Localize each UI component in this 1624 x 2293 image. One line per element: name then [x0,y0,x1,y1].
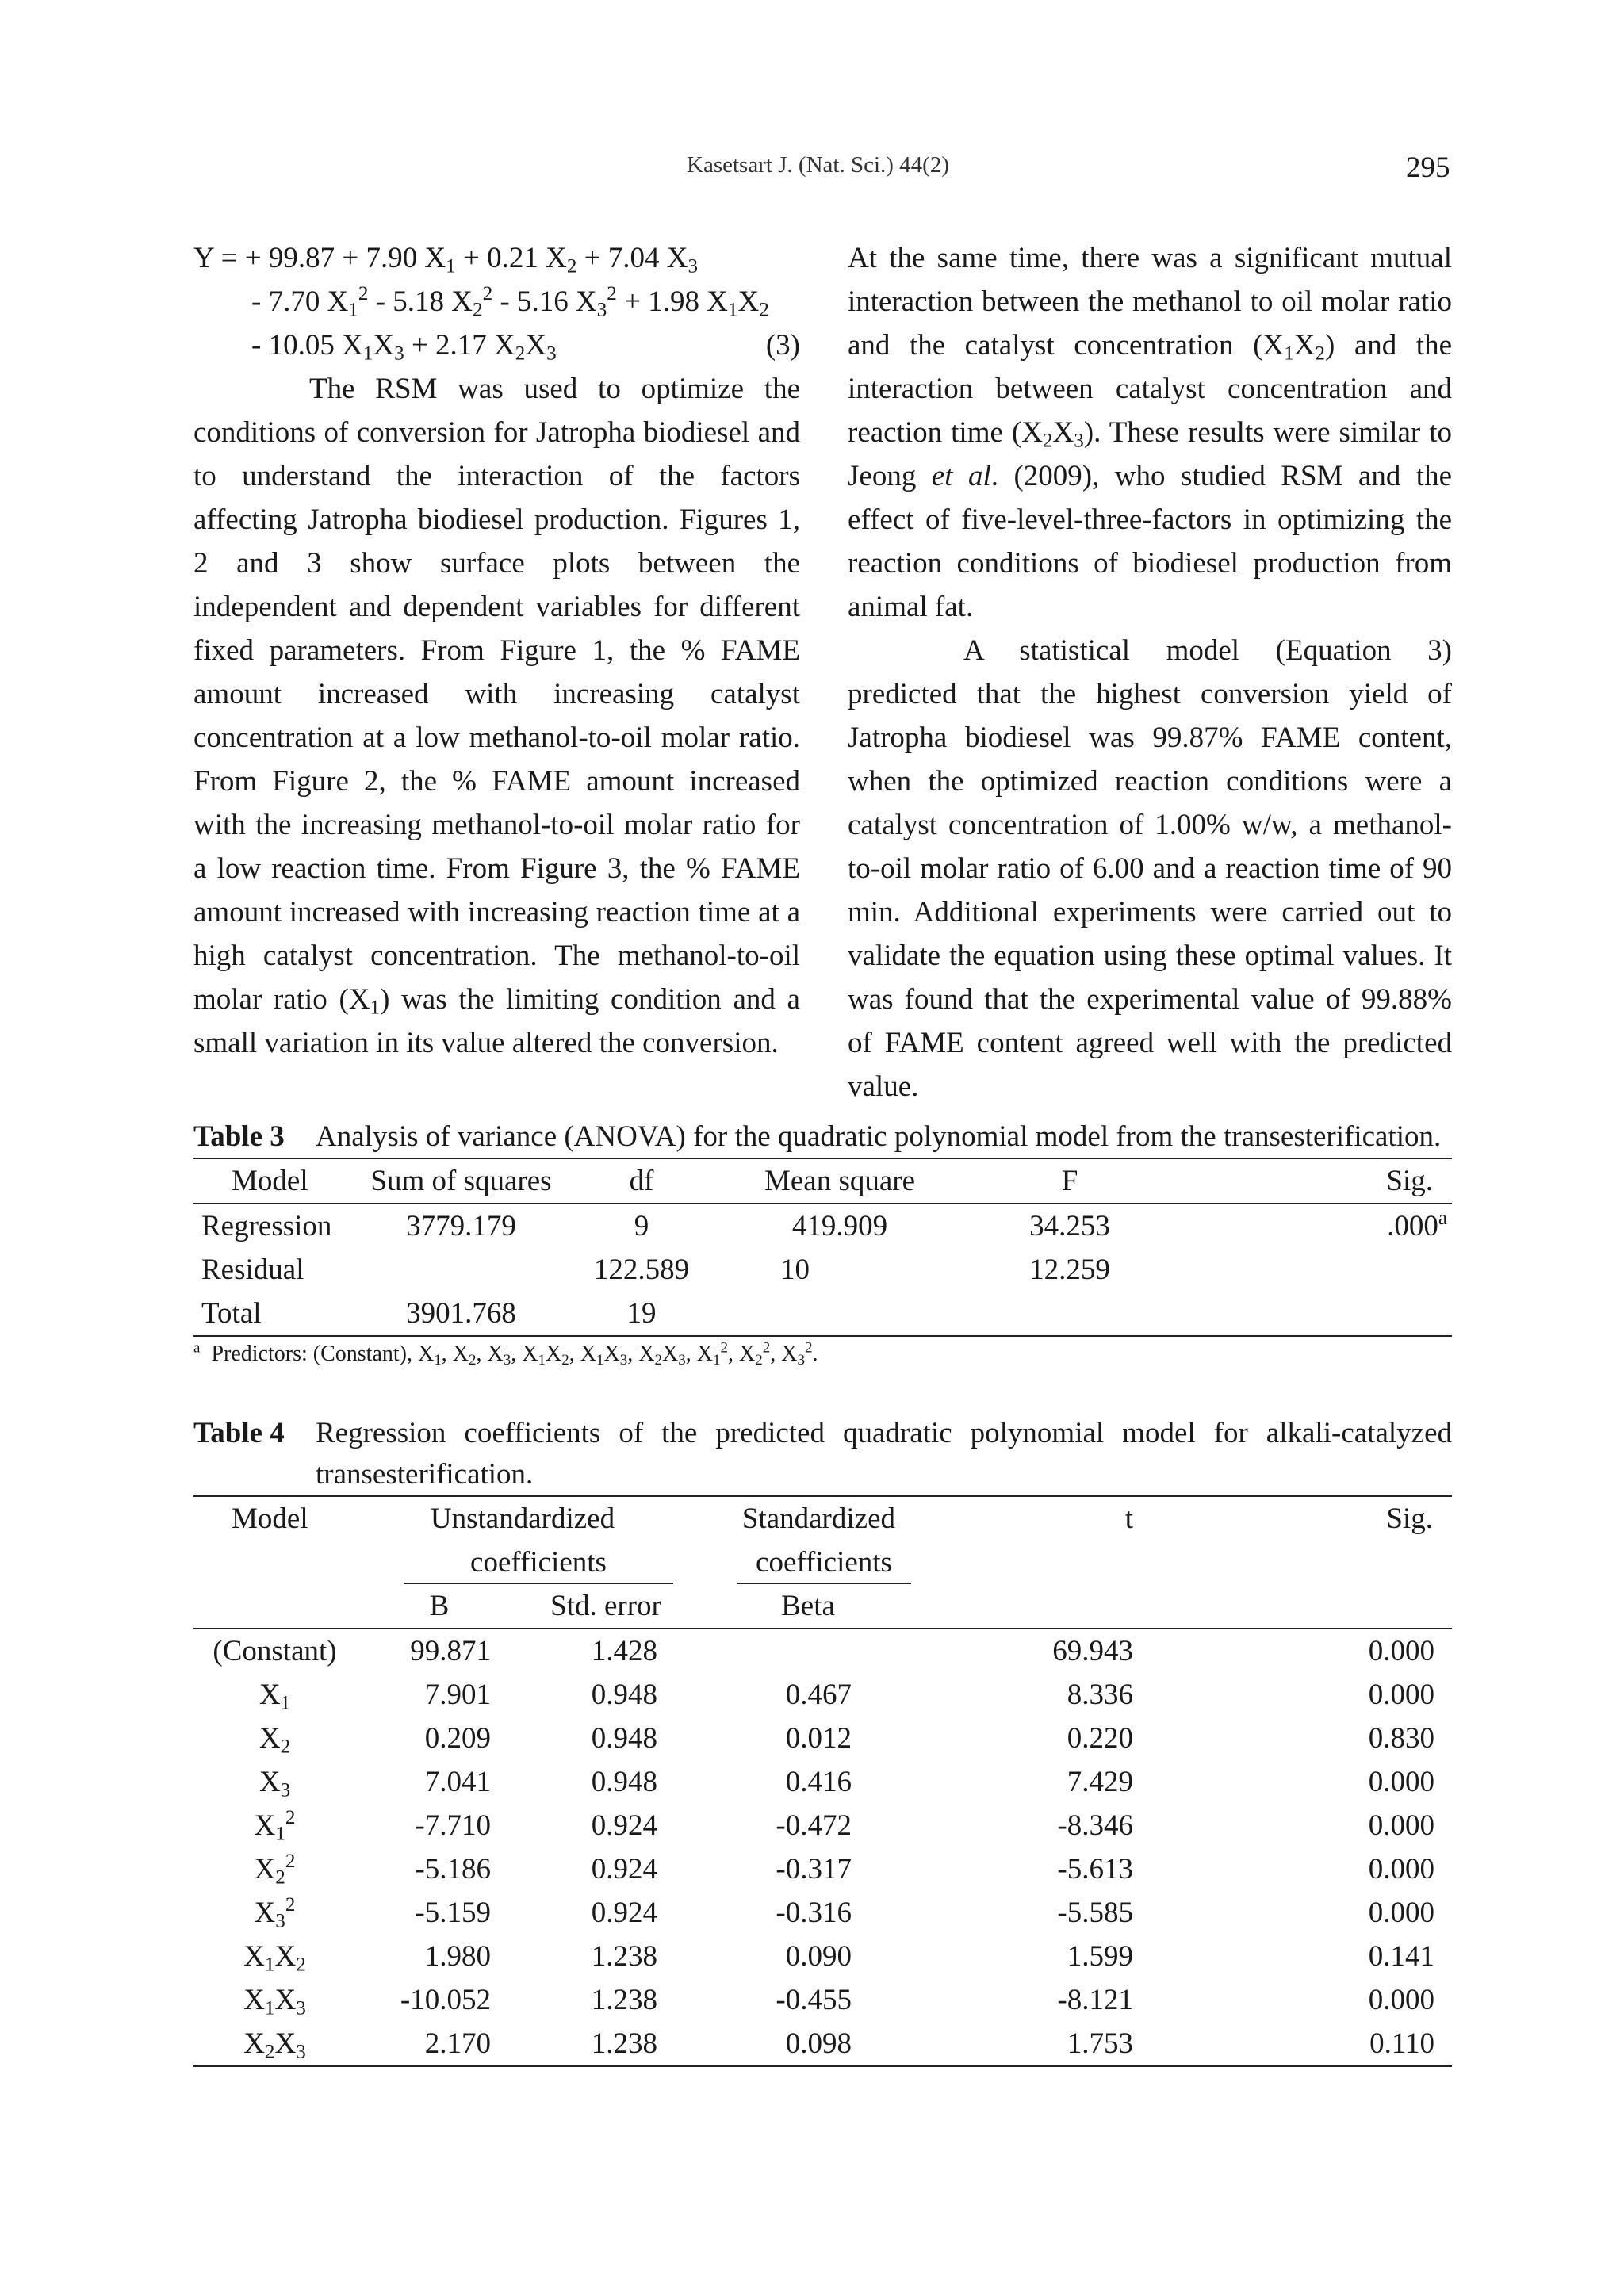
right-column [848,236,1452,1108]
left-paragraph-1: The RSM was used to optimize the conditions of conversion for Jatropha biodiesel and to understand the interaction of the factors affecting Jatropha biodiesel production. Figures 1, 2 and 3 show surface plots between the independent and dependent variables for different fixed parameters. From Figure 1, the % FAME amount increased with increasing catalyst concentration at a low methanol-to-oil molar ratio. From Figure 2, the % FAME amount increased with the increasing methanol-to-oil molar ratio for a low reaction time. From Figure 3, the % FAME amount increased with increasing reaction time at a high catalyst concentration. The methanol-to-oil molar ratio $(X_1)$ was the limiting condition and a small variation in its value altered the conversion. [193,373,800,1059]
table-row: $X_1X_3$ -10.052 1.238 -0.455 -8.121 0.000 [243,1984,1434,2019]
table-4-header-row-2: coefficients coefficients [193,1541,1452,1584]
table-4-header-se: Std. error [550,1590,661,1622]
right-paragraph-1: At the same time, there was a significant mutual interaction between the methanol to oil molar ratio and the catalyst concentration $(X_1X_2)$ and the interaction between catalyst concentration and reaction time $(X_2X_3)$. These results were similar to Jeong et al. (2009), who studied RSM and the effect of five-level-three-factors in optimizing the reaction conditions of biodiesel production from animal fat. [848,242,1452,623]
table-row: $X_3$ 7.041 0.948 0.416 7.429 0.000 [259,1766,1434,1801]
equation-number: (3) [765,329,800,362]
regression-table [193,1495,1452,2067]
table-4-header-model: Model [232,1503,308,1535]
table-row: (Constant) 99.871 1.428 69.943 0.000 [213,1635,1434,1667]
table-4-header-row-1 [193,1496,1452,1541]
right-paragraph-2: A statistical model (Equation 3) predicted that the highest conversion yield of Jatropha biodiesel was 99.87% FAME content, when the optimized reaction conditions were a catalyst concentration of 1.00% w/w, a methanol-to-oil molar ratio of 6.00 and a reaction time of 90 min. Additional experiments were carried out to validate the equation using these optimal values. It was found that the experimental value of 99.88% of FAME content agreed well with the predicted value. [848,634,1452,1103]
table-3-header-model: Model [232,1165,308,1197]
table-3 [193,1116,1452,1372]
table-4-header-sig: Sig. [1386,1503,1433,1535]
table-3-header-df: df [629,1165,654,1197]
table-4 [193,1413,1452,2067]
table-4-header-std: Standardized [741,1503,895,1535]
table-row: Regression 3779.179 9 419.909 34.253 .000$^a$ [201,1208,1447,1242]
table-4-header-unstd: Unstandardized [430,1503,615,1535]
equation-line-1: Y = + 99.87 + 7.90 $X_1 + 0.21$ $X_2 + 7.04$ $X_3$ [193,242,699,278]
table-4-caption: Table 4 Regression coefficients of the predicted quadratic polynomial model for alkali-catalyzed transesterification. [193,1417,1452,1491]
table-row: $X_1^2$ -7.710 0.924 -0.472 -8.346 0.000 [254,1807,1434,1845]
table-3-caption: Table 3 Analysis of variance (ANOVA) for the quadratic polynomial model from the transesterification. [193,1120,1442,1153]
table-3-header-f: F [1061,1165,1078,1197]
table-row: $X_1$ 7.901 0.948 0.467 8.336 0.000 [259,1679,1434,1714]
table-row: Total 3901.768 19 [193,1292,1452,1336]
table-3-header-sig: Sig. [1386,1165,1433,1197]
table-row: $X_3^2$ -5.159 0.924 -0.316 -5.585 0.000 [254,1894,1434,1932]
running-head: Kasetsart J. (Nat. Sci.) 44(2) [687,152,949,178]
table-row: $X_2^2$ -5.186 0.924 -0.317 -5.613 0.000 [254,1851,1434,1889]
table-3-footnote: $^a$ Predictors: (Constant), $X_1$, $X_2$, $X_3$, $X_1X_2$, $X_1X_3$, $X_2X_3$, $X_1^2$, $X_2^2$, $X_3^2$. [193,1339,818,1369]
table-4-header-b: B [429,1590,450,1622]
table-4-header-t: t [1124,1503,1133,1535]
table-row: $X_1X_2$ 1.980 1.238 0.090 1.599 0.141 [243,1940,1434,1976]
table-row: $X_2$ 0.209 0.948 0.012 0.220 0.830 [259,1722,1434,1758]
equation-line-2: - 7.70 $X_1^2 - 5.18$ $X_2^2 - 5.16$ $X_3^2 + 1.98$ $X_1X_2$ [251,283,769,321]
table-row: $X_2X_3$ 2.170 1.238 0.098 1.753 0.110 [193,2022,1452,2066]
table-4-header-row-3 [193,1584,1452,1629]
equation-line-3: - 10.05 $X_1X_3 + 2.17$ $X_2X_3$ (3) [193,323,800,367]
table-row: Residual 122.589 10 12.259 [201,1254,1110,1286]
left-column [193,236,800,1065]
table-4-header-beta: Beta [781,1590,835,1622]
anova-table [193,1158,1452,1337]
table-3-header-row [193,1158,1452,1204]
page-number: 295 [1406,151,1450,184]
table-3-header-ms: Mean square [764,1165,916,1197]
table-3-header-ss: Sum of squares [370,1165,552,1197]
